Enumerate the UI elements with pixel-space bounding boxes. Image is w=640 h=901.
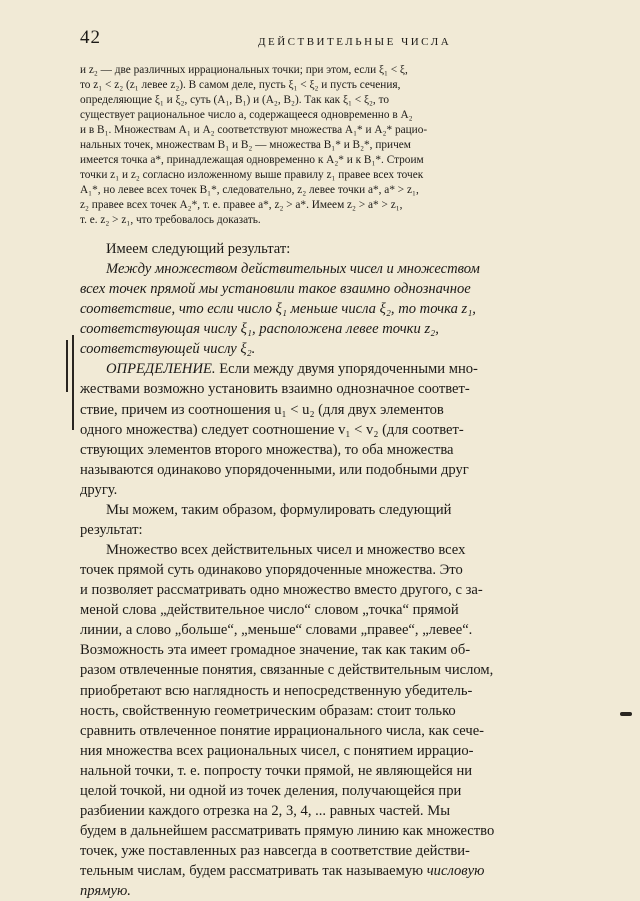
- result-intro: Имеем следующий результат:: [106, 241, 291, 257]
- definition-line: называются одинаково упорядоченными, или подобными друг: [80, 461, 469, 478]
- margin-rule: [66, 340, 68, 392]
- conclusion-line: будем в дальнейшем рассматривать прямую линию как множество: [80, 823, 495, 840]
- proof-line: нальных точек, множествам B₁ и B₂ — множества B₁* и B₂*, причем: [80, 139, 411, 151]
- conclusion-line: ния множества всех рациональных чисел, с понятием иррацио-: [80, 742, 474, 759]
- proof-line: существует рациональное число a, содержащееся одновременно в A₂: [80, 109, 413, 121]
- conclusion-line: нальной точки, т. е. попросту точки прямой, не являющейся ни: [80, 762, 473, 779]
- proof-line: z₂ правее всех точек A₂*, т. е. правее a*, z₂ > a*. Имеем z₂ > a* > z₁,: [80, 199, 403, 211]
- theorem-line: Между множеством действительных чисел и множеством: [106, 261, 480, 278]
- running-title: ДЕЙСТВИТЕЛЬНЫЕ ЧИСЛА: [258, 36, 452, 48]
- numeric-line-term: числовую: [426, 863, 485, 880]
- conclusion-line: разбиении каждого отрезка на 2, 3, 4, ... равных частей. Мы: [80, 802, 450, 819]
- conclusion-line: сравнить отвлеченное понятие иррационального числа, как сече-: [80, 722, 485, 739]
- proof-line: определяющие ξ₁ и ξ₂, суть (A₁, B₁) и (A₂, B₂). Так как ξ₁ < ξ₂, то: [80, 94, 390, 106]
- formulate-line: Мы можем, таким образом, формулировать следующий: [106, 501, 452, 518]
- conclusion-line: тельным числам, будем рассматривать так называемую числовую: [80, 863, 485, 880]
- conclusion-line: целой точкой, ни одной из точек деления, получающейся при: [80, 782, 462, 799]
- definition-line: одного множества) следует соотношение v₁ < v₂ (для соответ-: [80, 421, 464, 438]
- conclusion-line: приобретают всю наглядность и непосредственную убедитель-: [80, 682, 473, 699]
- conclusion-line: меной слова „действительное число“ словом „точка“ прямой: [80, 602, 459, 619]
- formulate-line: результат:: [80, 521, 143, 538]
- page-number: 42: [80, 27, 101, 48]
- definition-term: ОПРЕДЕЛЕНИЕ.: [106, 361, 216, 378]
- margin-rule: [72, 335, 74, 430]
- definition-line: другу.: [80, 481, 118, 498]
- conclusion-line: линии, а слово „больше“, „меньше“ словами „правее“, „левее“.: [80, 622, 473, 639]
- proof-line: A₁*, но левее всех точек B₁*, следовательно, z₂ левее точки a*, a* > z₁,: [80, 184, 419, 196]
- conclusion-line: точек, уже поставленных раз навсегда в соответствие действи-: [80, 843, 470, 860]
- theorem-line: соответствующей числу ξ₂.: [80, 341, 256, 358]
- conclusion-line: разом отвлеченные понятия, связанные с действительным числом,: [80, 662, 494, 679]
- margin-mark: [620, 712, 632, 716]
- conclusion-line: Возможность эта имеет громадное значение, так как таким об-: [80, 642, 471, 659]
- definition-line: ствие, причем из соотношения u₁ < u₂ (для двух элементов: [80, 401, 444, 418]
- conclusion-line: прямую.: [80, 883, 131, 900]
- conclusion-line: и позволяет рассматривать одно множество вместо другого, с за-: [80, 582, 483, 599]
- proof-line: имеется точка a*, принадлежащая одновременно к A₂* и к B₁*. Строим: [80, 154, 424, 166]
- proof-line: то z₁ < z₂ (z₁ левее z₂). В самом деле, пусть ξ₁ < ξ₂ и пусть сечения,: [80, 79, 401, 91]
- definition-line: жествами возможно установить взаимно однозначное соответ-: [80, 381, 470, 398]
- proof-line: и z₂ — две различных иррациональных точки; при этом, если ξ₁ < ξ,: [80, 64, 408, 76]
- conclusion-line: Множество всех действительных чисел и множество всех: [106, 542, 466, 559]
- proof-line: и в B₁. Множествам A₁ и A₂ соответствуют множества A₁* и A₂* рацио-: [80, 124, 428, 136]
- definition-line: ОПРЕДЕЛЕНИЕ. Если между двумя упорядоченными мно-: [106, 361, 478, 378]
- conclusion-line: ность, свойственную геометрическим образам: стоит только: [80, 702, 456, 719]
- theorem-line: всех точек прямой мы установили такое взаимно однозначное: [80, 281, 471, 298]
- theorem-line: соответствующая числу ξ₁, расположена левее точки z₂,: [80, 321, 439, 338]
- definition-line: ствующих элементов второго множества), то оба множества: [80, 441, 454, 458]
- conclusion-line: точек прямой суть одинаково упорядоченные множества. Это: [80, 562, 463, 579]
- proof-line: точки z₁ и z₂ согласно изложенному выше правилу z₁ правее всех точек: [80, 169, 424, 181]
- theorem-line: соответствие, что если число ξ₁ меньше числа ξ₂, то точка z₁,: [80, 301, 476, 318]
- proof-line: т. е. z₂ > z₁, что требовалось доказать.: [80, 214, 261, 226]
